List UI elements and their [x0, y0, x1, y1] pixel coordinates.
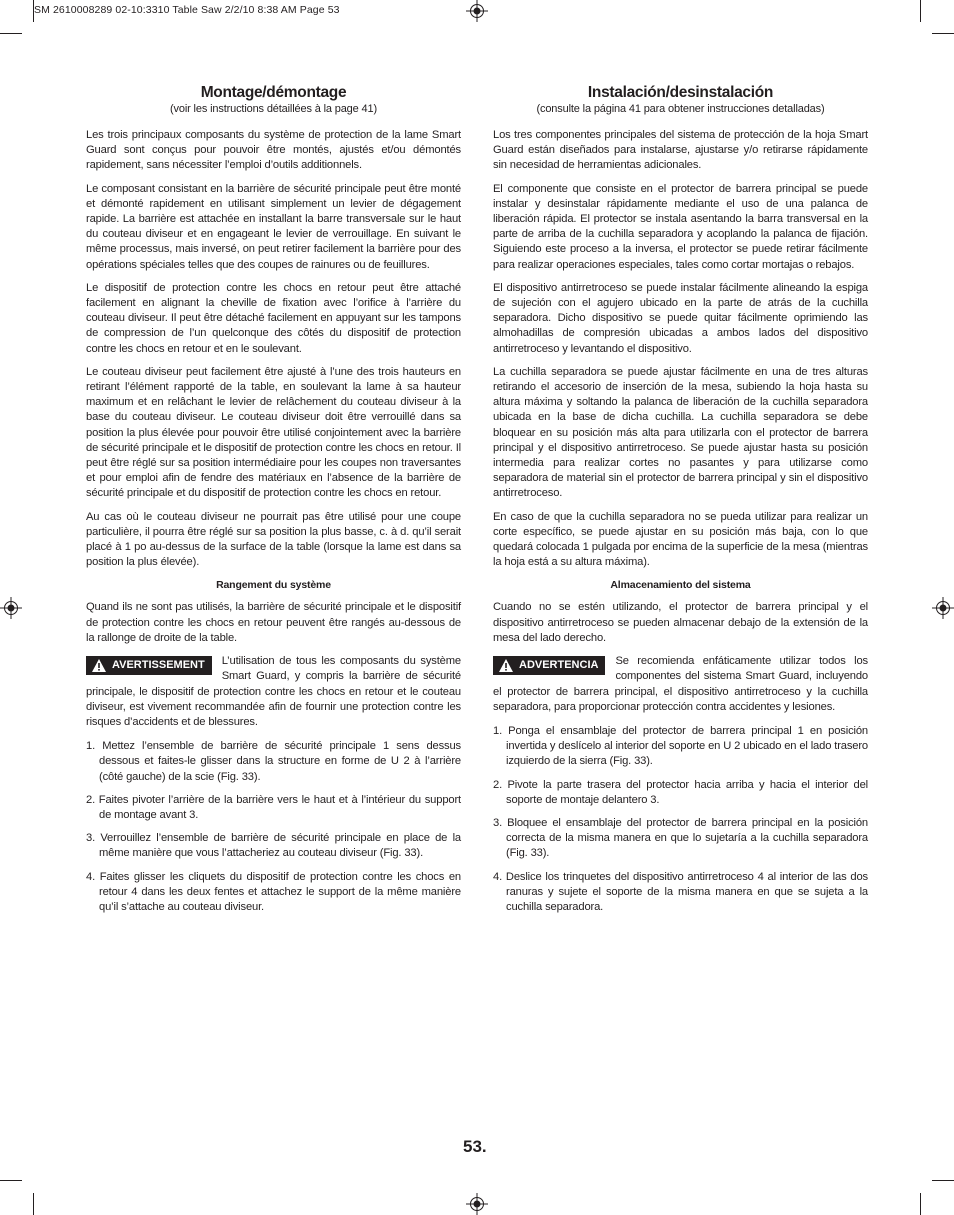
instruction-step: 2. Pivote la parte trasera del protector hacia arriba y hacia el interior del soporte de montaje delantero 3.: [493, 778, 868, 806]
crop-mark: [920, 1193, 921, 1215]
section-subtitle: (voir les instructions détaillées à la page 41): [170, 103, 377, 115]
warning-text: L’utilisation de tous les composants du système Smart Guard, y compris la barrière de sécurité principale, le dispositif de protection contre les chocs en retour et le couteau diviseur, est vivement recommandée afin de fournir une protection contre les risques d’accidents et de blessures.: [86, 655, 461, 728]
paragraph: Le couteau diviseur peut facilement être ajusté à l’une des trois hauteurs en retirant l’élément rapporté de la table, en soulevant la lame à sa hauteur maximum et en relâchant le levier de relâchement du couteau diviseur à la base du couteau diviseur. Le couteau diviseur doit être verrouillé dans sa position la plus élevée pour pouvoir être utilisé conjointement avec la barrière de sécurité principale et le dispositif de protection contre les chocs en retour. Il peut être réglé sur sa position intermédiaire pour les coupes non traversantes et pour emploi afin de fendre des matériaux en l’absence de la barrière de sécurité principale et du dispositif de protection contre les chocs en retour.: [86, 365, 461, 500]
crop-mark: [0, 33, 22, 34]
page-number: 53.: [463, 1137, 487, 1156]
warning-label: ADVERTENCIA: [519, 658, 599, 671]
warning-block: [86, 654, 461, 730]
registration-crosshair-icon: [0, 597, 22, 619]
section-subtitle: (consulte la página 41 para obtener instrucciones detalladas): [536, 103, 825, 115]
crop-mark: [33, 0, 34, 22]
registration-crosshair-icon: [932, 597, 954, 619]
paragraph: El componente que consiste en el protector de barrera principal se puede instalar y desinstalar rápidamente mediante el uso de una palanca de liberación rápida. El protector se instala asentando la barra transversal en la parte de arriba de la cuchilla separadora y acoplando la palanca de fijación. Siguiendo este proceso a la inversa, el protector se puede retirar fácilmente para realizar operaciones especiales, tales como cortar mortajas o rebajos.: [493, 182, 868, 271]
paragraph: El dispositivo antirretroceso se puede instalar fácilmente alineando la espiga de sujeción con el agujero ubicado en la parte de atrás de la cuchilla separadora. Dicho dispositivo se puede quitar fácilmente oprimiendo las almohadillas de compresión ubicadas a ambos lados del dispositivo antirretroceso y levantando el dispositivo.: [493, 281, 868, 355]
instruction-step: 3. Bloquee el ensamblaje del protector de barrera principal en la posición correcta de la misma manera en que lo sujetaría a la cuchilla separadora (Fig. 33).: [493, 816, 868, 860]
paragraph: Le composant consistant en la barrière de sécurité principale peut être monté et démonté rapidement en utilisant simplement un levier de dégagement rapide. La barrière est attachée en installant la barre transversale sur le haut du couteau diviseur et en engageant le levier de verrouillage. En suivant le même processus, mais inversé, on peut retirer facilement la barrière pour des opérations spéciales telles que des coupes de rainures ou de feuillures.: [86, 182, 461, 271]
paragraph: Au cas où le couteau diviseur ne pourrait pas être utilisé pour une coupe particulière, il pourra être réglé sur sa position la plus basse, c. à d. qu’il serait placé à 1 po au-dessus de la surface de la table (lorsque la lame est dans sa position la plus élevée).: [86, 510, 461, 569]
warning-triangle-icon: [499, 659, 513, 672]
registration-crosshair-icon: [466, 0, 488, 22]
warning-badge: [493, 656, 605, 675]
french-column: [86, 84, 461, 923]
instruction-step: 3. Verrouillez l’ensemble de barrière de sécurité principale en place de la même manière que vous l’attacheriez au couteau diviseur (Fig. 33).: [86, 832, 461, 860]
paragraph: Le dispositif de protection contre les chocs en retour peut être attaché facilement en alignant la cheville de fixation avec l’orifice à l’arrière du couteau diviseur. Il peut être détaché facilement en appuyant sur les tampons de compression de l’un quelconque des côtés du dispositif de protection contre les chocs en retour et en le soulevant.: [86, 281, 461, 355]
paragraph: Les trois principaux composants du système de protection de la lame Smart Guard sont conçus pour pouvoir être montés, ajustés et/ou démontés rapidement, sans nécessiter l’emploi d’outils additionnels.: [86, 129, 461, 172]
printer-slug: SM 2610008289 02-10:3310 Table Saw 2/2/10 8:38 AM Page 53: [34, 4, 340, 16]
spanish-column: [493, 84, 868, 923]
section-title: Montage/démontage: [200, 84, 347, 101]
instruction-step: 2. Faites pivoter l’arrière de la barrière vers le haut et à l’intérieur du support de montage avant 3.: [86, 793, 461, 821]
paragraph: En caso de que la cuchilla separadora no se pueda utilizar para realizar un corte específico, se puede ajustar en su posición más baja, con lo que quedará colocada 1 pulgada por encima de la superficie de la mesa (mientras la hoja está a su altura máxima).: [493, 510, 868, 569]
storage-heading: Almacenamiento del sistema: [610, 579, 751, 592]
warning-label: AVERTISSEMENT: [112, 658, 205, 671]
warning-block: [493, 654, 868, 715]
crop-mark: [920, 0, 921, 22]
crop-mark: [932, 33, 954, 34]
instruction-step: 4. Deslice los trinquetes del dispositivo antirretroceso 4 al interior de las dos ranuras y sujete el soporte de la misma manera en que se sujeta a la cuchilla separadora.: [493, 870, 868, 913]
warning-text: Se recomienda enfáticamente utilizar todos los componentes del sistema Smart Guard, incluyendo el protector de barrera principal, el dispositivo antirretroceso y la cuchilla separadora, para proporcionar protección contra accidentes y lesiones.: [493, 655, 868, 713]
storage-paragraph: Cuando no se estén utilizando, el protector de barrera principal y el dispositivo antirretroceso se pueden almacenar debajo de la extensión de la mesa del lado derecho.: [493, 601, 868, 644]
section-title: Instalación/desinstalación: [587, 84, 774, 101]
crop-mark: [0, 1180, 22, 1181]
paragraph: La cuchilla separadora se puede ajustar fácilmente en una de tres alturas retirando el accesorio de inserción de la mesa, subiendo la hoja hasta su altura máxima y soltando la palanca de liberación de la cuchilla separadora ubicada en la base de dicha cuchilla. La cuchilla separadora se debe bloquear en su posición más alta para utilizarla con el protector de barrera principal y el dispositivo antirretroceso. Se puede ajustar hasta su posición intermedia para realizar cortes no pasantes y para utilizarse como separadora de material sin el protector de barrera principal y sin el dispositivo antirretroceso.: [493, 365, 868, 500]
instruction-step: 1. Ponga el ensamblaje del protector de barrera principal 1 en posición invertida y deslícelo al interior del soporte en U 2 ubicado en el lado trasero izquierdo de la sierra (Fig. 33).: [493, 724, 868, 768]
warning-triangle-icon: [92, 659, 106, 672]
warning-badge: [86, 656, 212, 675]
paragraph: Los tres componentes principales del sistema de protección de la hoja Smart Guard están diseñados para instalarse, ajustarse y/o retirarse rápidamente sin necesidad de herramientas adicionales.: [493, 129, 868, 172]
storage-paragraph: Quand ils ne sont pas utilisés, la barrière de sécurité principale et le dispositif de protection contre les chocs en retour peuvent être rangés au-dessous de la rallonge de droite de la table.: [86, 601, 461, 644]
instruction-step: 4. Faites glisser les cliquets du dispositif de protection contre les chocs en retour 4 dans les deux fentes et attachez le support de la même manière qu’il s’attache au couteau diviseur.: [86, 870, 461, 913]
instruction-step: 1. Mettez l’ensemble de barrière de sécurité principale 1 sens dessus dessous et faites-le glisser dans la structure en forme de U 2 à l’arrière (côté gauche) de la scie (Fig. 33).: [86, 740, 461, 783]
registration-crosshair-icon: [466, 1193, 488, 1215]
crop-mark: [932, 1180, 954, 1181]
crop-mark: [33, 1193, 34, 1215]
storage-heading: Rangement du système: [216, 579, 331, 592]
